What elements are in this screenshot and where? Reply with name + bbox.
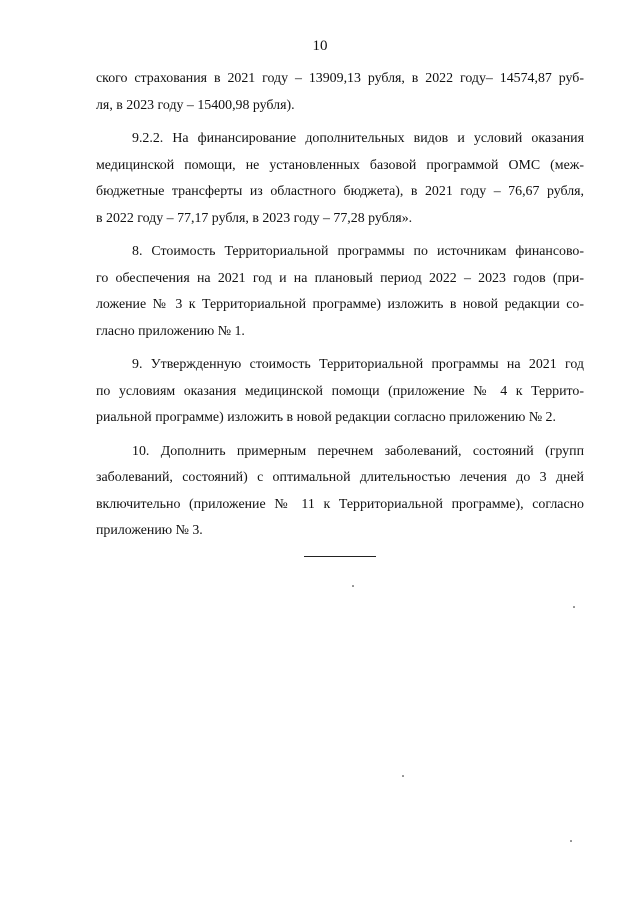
text-line: заболеваний, состояний) с оптимальной длительностью лечения до 3 дней <box>96 470 584 485</box>
text-line: в 2022 году – 77,17 рубля, в 2023 году – 77,28 рубля». <box>96 210 413 226</box>
text-line: 10. Дополнить примерным перечнем заболеваний, состояний (групп <box>132 443 584 459</box>
text-line: включительно (приложение № 11 к Территориальной программе), согласно <box>96 496 584 512</box>
text-line: по условиям оказания медицинской помощи (приложение № 4 к Террито- <box>96 383 584 399</box>
paragraph-item-9 <box>96 352 584 432</box>
scan-speck <box>573 606 575 608</box>
text-line: медицинской помощи, не установленных базовой программой ОМС (меж- <box>96 157 584 173</box>
paragraph-item-9-2-2 <box>96 126 584 232</box>
paragraph-continuation <box>96 66 584 119</box>
text-line: гласно приложению № 1. <box>96 323 245 339</box>
text-line: ского страхования в 2021 году – 13909,13 рубля, в 2022 году– 14574,87 руб- <box>96 71 584 86</box>
text-line: 9.2.2. На финансирование дополнительных видов и условий оказания <box>132 131 584 146</box>
text-line: риальной программе) изложить в новой редакции согласно приложению № 2. <box>96 410 556 425</box>
scan-speck <box>352 585 354 587</box>
paragraph-item-8 <box>96 239 584 345</box>
text-line: приложению № 3. <box>96 523 203 538</box>
page-number: 10 <box>312 38 328 54</box>
text-line: 9. Утвержденную стоимость Территориальной программы на 2021 год <box>132 357 584 372</box>
end-of-document-divider <box>304 556 376 557</box>
scan-speck <box>570 840 572 842</box>
text-line: ложение № 3 к Территориальной программе) изложить в новой редакции со- <box>96 297 584 312</box>
text-line: ля, в 2023 году – 15400,98 рубля). <box>96 97 295 113</box>
text-line: го обеспечения на 2021 год и на плановый период 2022 – 2023 годов (при- <box>96 270 584 286</box>
paragraph-item-10 <box>96 439 584 545</box>
text-line: бюджетные трансферты из областного бюджета), в 2021 году – 76,67 рубля, <box>96 184 584 199</box>
scan-speck <box>402 775 404 777</box>
document-body <box>96 66 584 552</box>
text-line: 8. Стоимость Территориальной программы по источникам финансово- <box>132 244 584 259</box>
